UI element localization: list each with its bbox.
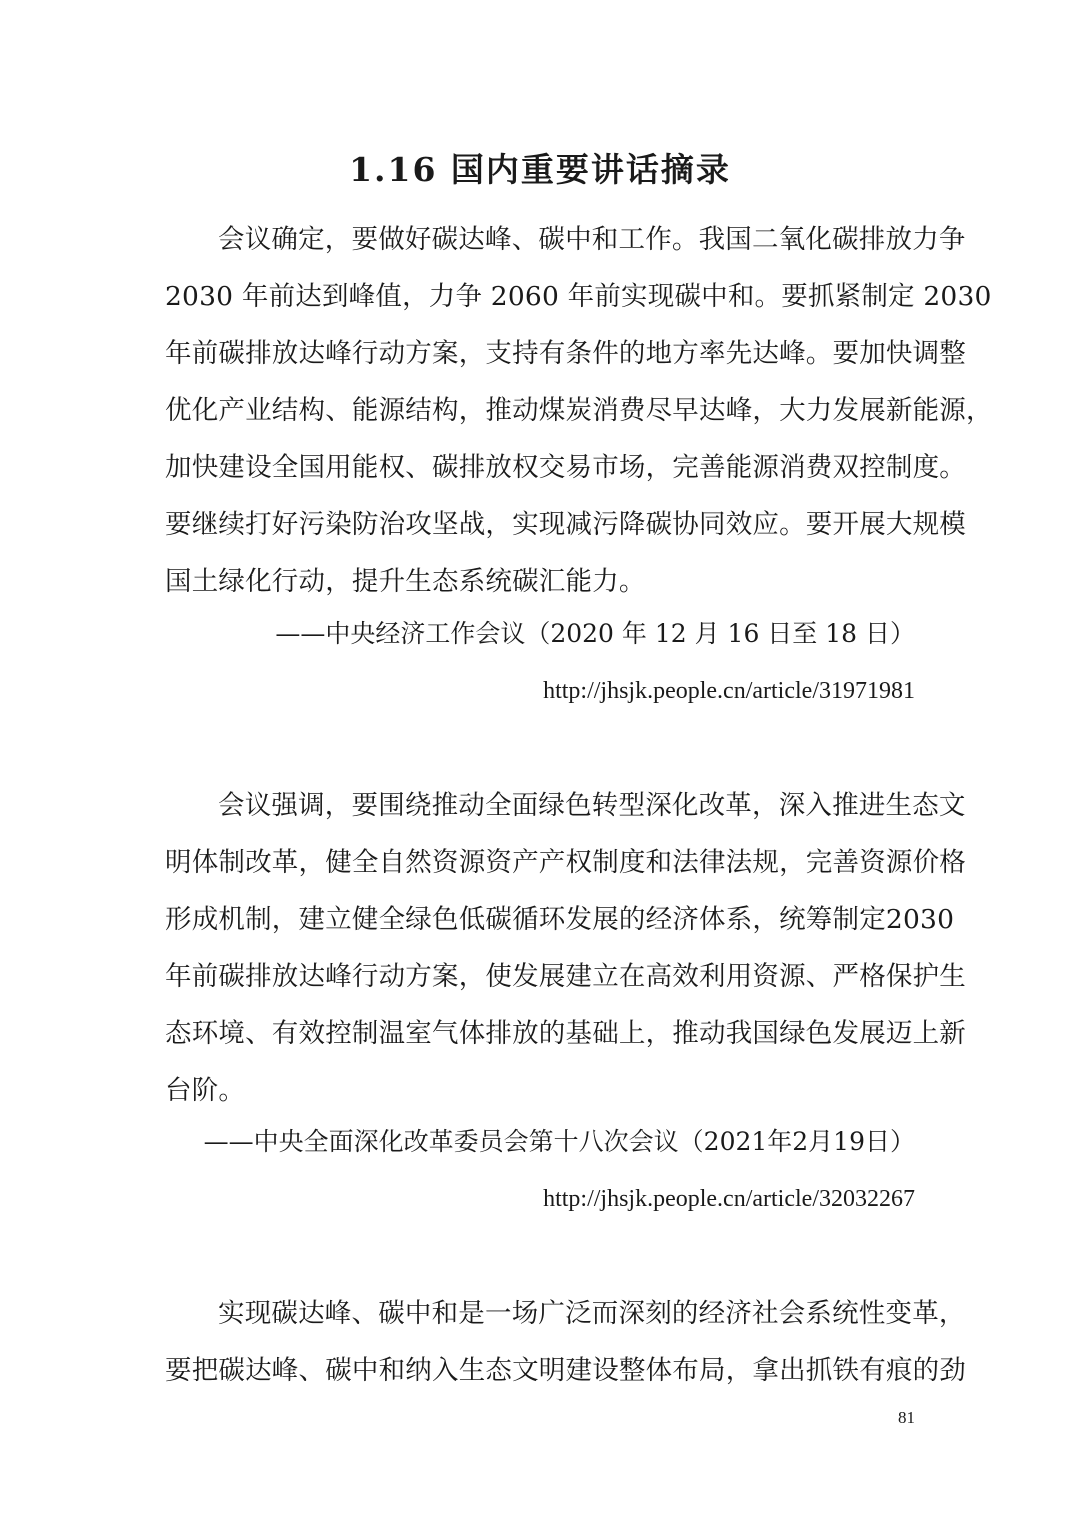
paragraph-line: 实现碳达峰、碳中和是一场广泛而深刻的经济社会系统性变革， [218,1298,966,1329]
paragraph-line: 年前碳排放达峰行动方案，使发展建立在高效利用资源、严格保护生 [165,961,966,992]
page-title: 1.16 国内重要讲话摘录 [349,150,731,189]
paragraph-line: 优化产业结构、能源结构，推动煤炭消费尽早达峰，大力发展新能源， [165,395,993,426]
paragraph-line: 态环境、有效控制温室气体排放的基础上，推动我国绿色发展迈上新 [165,1018,966,1049]
paragraph-line: 2030 年前达到峰值，力争 2060 年前实现碳中和。要抓紧制定 2030 [165,281,992,312]
source-attribution-2: ——中央全面深化改革委员会第十八次会议（2021年2月19日） [203,1127,915,1156]
page-number: 81 [898,1408,915,1427]
paragraph-line: 会议确定，要做好碳达峰、碳中和工作。我国二氧化碳排放力争 [218,224,966,255]
paragraph-line: 形成机制，建立健全绿色低碳循环发展的经济体系，统筹制定2030 [165,904,955,935]
paragraph-line: 国土绿化行动，提升生态系统碳汇能力。 [165,566,646,597]
paragraph-line: 会议强调，要围绕推动全面绿色转型深化改革，深入推进生态文 [218,790,966,821]
paragraph-line: 要把碳达峰、碳中和纳入生态文明建设整体布局，拿出抓铁有痕的劲 [165,1355,966,1386]
paragraph-3 [165,1285,966,1399]
paragraph-line: 明体制改革，健全自然资源资产产权制度和法律法规，完善资源价格 [165,847,966,878]
source-link-1[interactable]: http://jhsjk.people.cn/article/31971981 [543,678,915,704]
source-attribution-1: ——中央经济工作会议（2020 年 12 月 16 日至 18 日） [275,619,915,648]
paragraph-2 [165,777,966,1119]
paragraph-line: 台阶。 [165,1075,246,1106]
paragraph-line: 加快建设全国用能权、碳排放权交易市场，完善能源消费双控制度。 [165,452,966,483]
source-link-2[interactable]: http://jhsjk.people.cn/article/32032267 [543,1186,915,1212]
paragraph-line: 年前碳排放达峰行动方案，支持有条件的地方率先达峰。要加快调整 [165,338,966,369]
paragraph-line: 要继续打好污染防治攻坚战，实现减污降碳协同效应。要开展大规模 [165,509,966,540]
paragraph-1 [165,211,993,610]
